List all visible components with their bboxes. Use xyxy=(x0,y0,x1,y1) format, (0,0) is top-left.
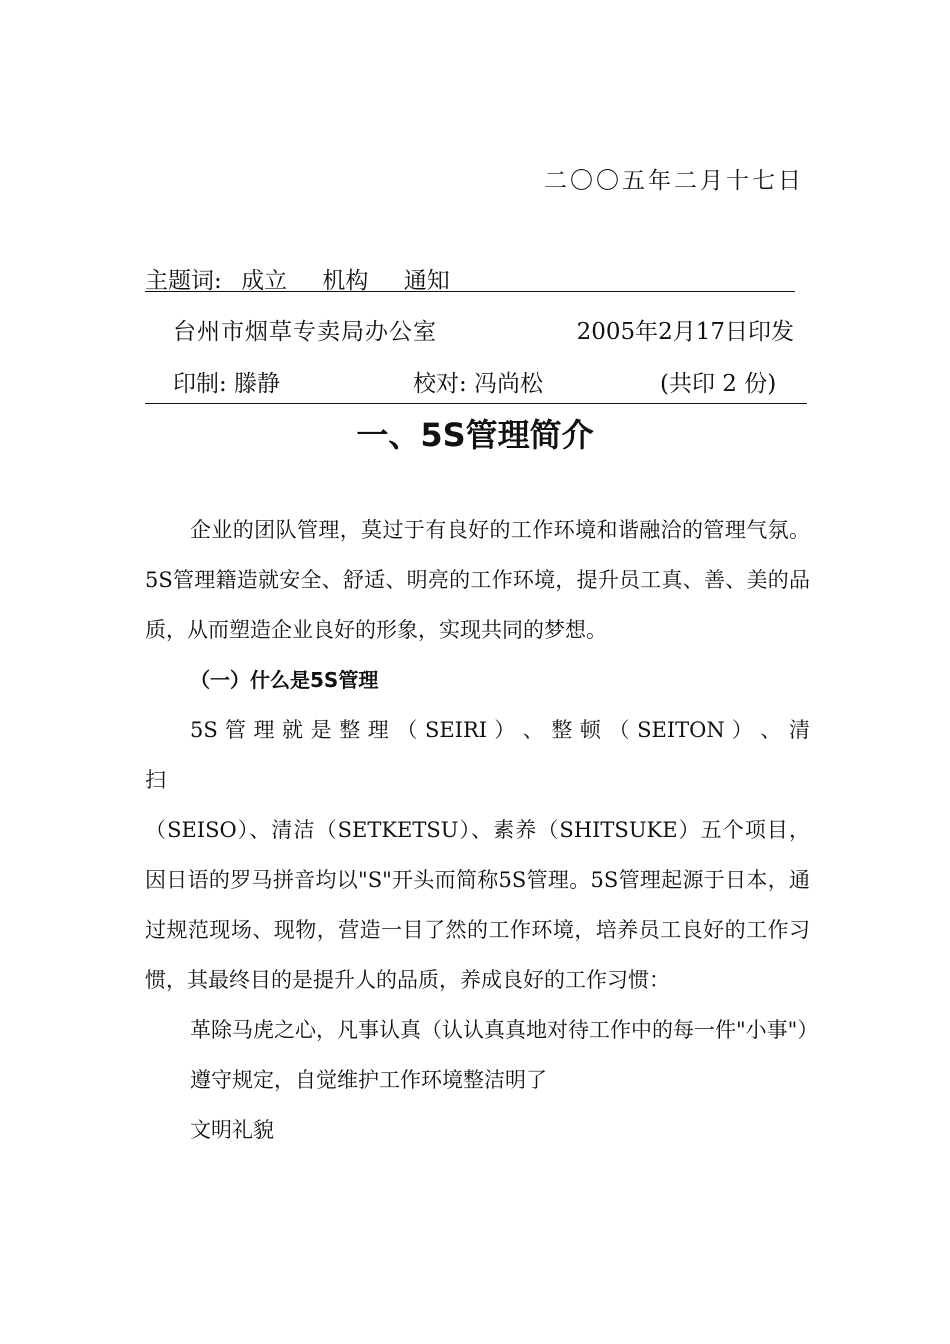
copies-count: (共印 2 份) xyxy=(660,371,777,397)
colophon-divider xyxy=(145,403,807,404)
subject-label: 主题词: xyxy=(145,268,222,294)
list-item: 遵守规定，自觉维护工作环境整洁明了 xyxy=(190,1068,547,1092)
printer: 印制: 滕静 xyxy=(173,371,281,397)
document-body xyxy=(145,505,819,1155)
intro-paragraph: 企业的团队管理，莫过于有良好的工作环境和谐融洽的管理气氛。5S管理籍造就安全、舒适、明亮的工作环境，提升员工真、善、美的品质，从而塑造企业良好的形象，实现共同的梦想。 xyxy=(145,518,810,642)
print-date: 2005年2月17日印发 xyxy=(576,319,794,345)
proofreader: 校对: 冯尚松 xyxy=(413,371,544,397)
list-item: 革除马虎之心，凡事认真（认认真真地对待工作中的每一件"小事"） xyxy=(190,1018,819,1042)
subject-keyword: 通知 xyxy=(403,268,450,294)
issuer: 台州市烟草专卖局办公室 xyxy=(173,319,437,345)
subject-keyword: 机构 xyxy=(322,268,369,294)
subject-keyword: 成立 xyxy=(241,268,288,294)
section-title: 一、5S管理简介 xyxy=(356,416,594,454)
list-item: 文明礼貌 xyxy=(190,1118,274,1142)
definition-paragraph: （SEISO）、清洁（SETKETSU）、素养（SHITSUKE）五个项目，因日语的罗马拼音均以"S"开头而简称5S管理。5S管理起源于日本，通过规范现场、现物，营造一目了然的工作环境，培养员工良好的工作习惯，其最终目的是提升人的品质，养成良好的工作习惯： xyxy=(145,818,810,992)
subject-underline xyxy=(145,291,795,292)
definition-first-line: 5S 管 理 就 是 整 理 （ SEIRI ） 、 整 顿 （ SEITON ） 、 清 扫 xyxy=(145,718,810,792)
subheading: （一）什么是5S管理 xyxy=(190,668,379,692)
document-date: 二〇〇五年二月十七日 xyxy=(544,168,804,194)
